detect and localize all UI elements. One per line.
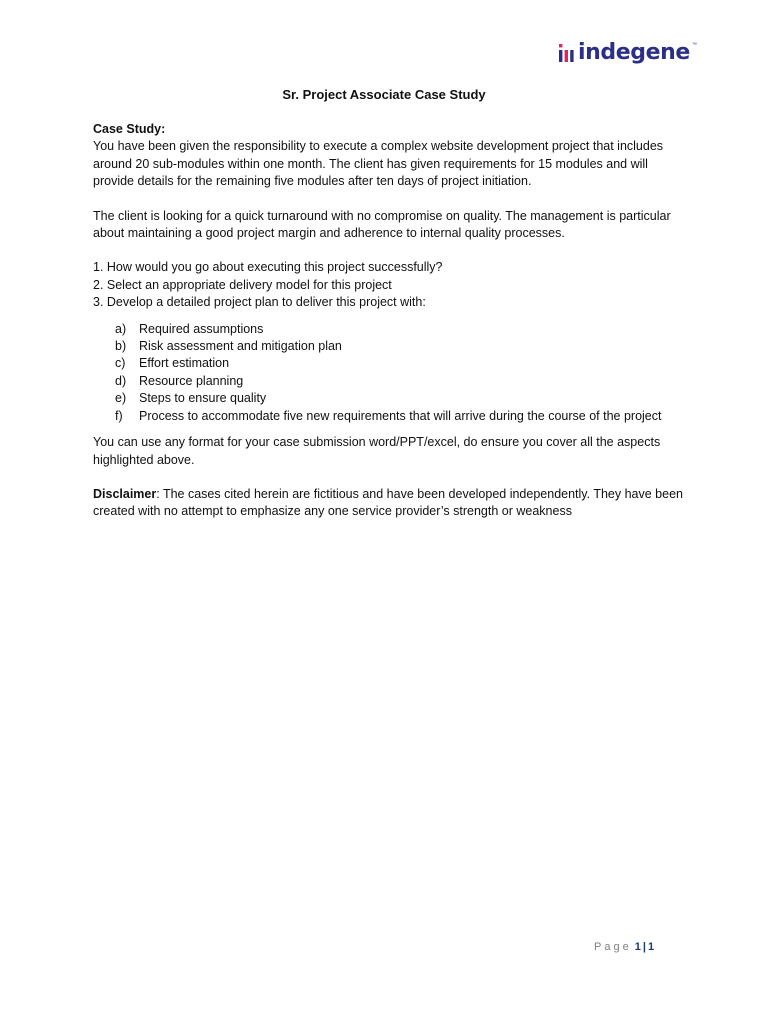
plan-item-text: Risk assessment and mitigation plan	[139, 339, 342, 354]
disclaimer-text: : The cases cited herein are fictitious and have been developed independently. They have been created with no attempt to emphasize any one service provider’s strength or weakness	[93, 486, 683, 519]
plan-item	[115, 408, 683, 425]
plan-item	[115, 373, 683, 390]
plan-item-marker: e)	[115, 391, 127, 406]
client-paragraph: The client is looking for a quick turnaround with no compromise on quality. The management is particular about maintaining a good project margin and adherence to internal quality processes.	[93, 208, 671, 241]
plan-item-text: Process to accommodate five new requirements that will arrive during the course of the project	[139, 408, 662, 423]
trademark-symbol: ™	[691, 42, 697, 48]
question-list	[93, 259, 683, 311]
plan-item	[115, 321, 683, 338]
indegene-logo-mark	[558, 43, 574, 63]
logo-wordmark: indegene	[578, 40, 690, 65]
question-item: 2. Select an appropriate delivery model for this project	[93, 277, 392, 292]
document-body	[93, 121, 683, 521]
page-separator: |	[642, 941, 646, 953]
disclaimer-label: Disclaimer	[93, 486, 157, 501]
plan-item-marker: b)	[115, 339, 127, 354]
page-label: Page	[594, 941, 632, 953]
total-page-count: 1	[647, 941, 655, 953]
question-item: 3. Develop a detailed project plan to deliver this project with:	[93, 295, 426, 310]
current-page-number: 1	[634, 941, 641, 953]
disclaimer-paragraph	[93, 486, 683, 521]
plan-item-marker: c)	[115, 356, 126, 371]
intro-paragraph: You have been given the responsibility to execute a complex website development project that includes around 20 sub-modules within one month. The client has given requirements for 15 modules and will provide details for the remaining five modules after ten days of project initiation.	[93, 139, 664, 189]
plan-item	[115, 390, 683, 407]
format-note: You can use any format for your case submission word/PPT/excel, do ensure you cover all the aspects highlighted above.	[93, 435, 661, 467]
page-footer	[594, 940, 654, 954]
question-item: 1. How would you go about executing this project successfully?	[93, 260, 443, 275]
indegene-logo	[558, 38, 697, 68]
document-title: Sr. Project Associate Case Study	[282, 87, 486, 102]
plan-item-text: Required assumptions	[139, 321, 264, 336]
plan-item-text: Resource planning	[139, 373, 244, 388]
plan-item-marker: d)	[115, 373, 127, 388]
plan-item	[115, 355, 683, 372]
plan-item-list	[93, 321, 683, 425]
plan-item	[115, 338, 683, 355]
plan-item-marker: f)	[115, 408, 123, 423]
plan-item-marker: a)	[115, 321, 127, 336]
case-study-label: Case Study:	[93, 122, 166, 136]
plan-item-text: Effort estimation	[139, 356, 230, 371]
plan-item-text: Steps to ensure quality	[139, 391, 267, 406]
